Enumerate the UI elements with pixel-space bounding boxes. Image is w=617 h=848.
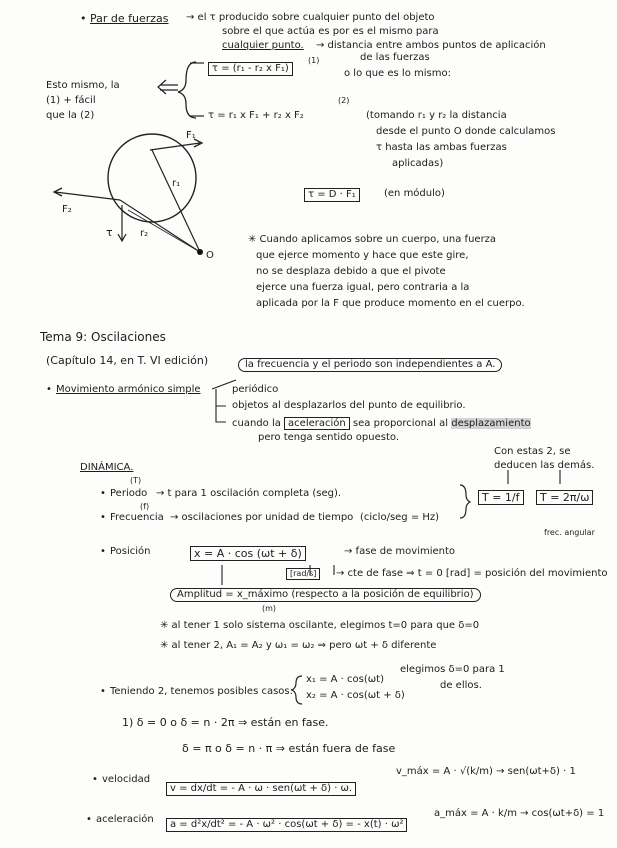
- ma-label: Movimiento armónico simple: [56, 384, 201, 395]
- posicion-label: Posición: [110, 546, 151, 557]
- eq2-comment-3: τ hasta las ambas fuerzas: [376, 142, 507, 153]
- velocidad-label: velocidad: [102, 774, 151, 785]
- side-note-2: deducen las demás.: [494, 460, 595, 471]
- freq-sym: (f): [140, 502, 150, 511]
- freq-text: → oscilaciones por unidad de tiempo: [170, 512, 354, 523]
- freq-ang: frec. angular: [544, 528, 595, 537]
- tema-subtitle: (Capítulo 14, en T. VI edición): [46, 354, 209, 367]
- label-O: O: [206, 250, 214, 261]
- label-r2: r₂: [140, 228, 149, 239]
- ma-item-3: pero tenga sentido opuesto.: [258, 432, 400, 443]
- ma-item-2-mid: sea proporcional al: [352, 418, 449, 429]
- dinamica-title: DINÁMICA.: [80, 462, 134, 473]
- par-line3b: → distancia entre ambos puntos de aplicación: [316, 40, 546, 51]
- acel-bullet: •: [86, 814, 92, 825]
- note-2: ✳ al tener 2, A₁ = A₂ y ω₁ = ω₂ ⇒ pero ωt + δ diferente: [160, 640, 437, 651]
- amplitud: Amplitud = x_máximo (respecto a la posición de equilibrio): [170, 588, 481, 602]
- sys-2: x₂ = A · cos(ωt + δ): [306, 690, 405, 701]
- double-arrow: [158, 80, 178, 94]
- label-F1: F₁: [186, 130, 196, 141]
- periodo-bullet: •: [100, 488, 106, 499]
- eq3-comment: (en módulo): [384, 188, 445, 199]
- eq2-tag: (2): [338, 96, 350, 105]
- tau-arrow: [118, 205, 126, 241]
- eq1-comment: o lo que es lo mismo:: [344, 68, 451, 79]
- brace-T: [460, 485, 470, 518]
- note-para-5: aplicada por la F que produce momento en el cuerpo.: [256, 298, 525, 309]
- periodo-text: → t para 1 oscilación completa (seg).: [156, 488, 342, 499]
- par-title: Par de fuerzas: [90, 12, 169, 25]
- amax: a_máx = A · k/m → cos(ωt+δ) = 1: [434, 808, 605, 819]
- periodo-label: Periodo: [110, 488, 148, 499]
- note-para-1: ✳ Cuando aplicamos sobre un cuerpo, una fuerza: [248, 234, 497, 245]
- acel-eq: a = d²x/dt² = - A · ω² · cos(ωt + δ) = - x(t) · ω²: [166, 818, 407, 832]
- note-1: ✳ al tener 1 solo sistema oscilante, elegimos t=0 para que δ=0: [160, 620, 480, 631]
- eq1-tag: (1): [308, 56, 320, 65]
- pos-eq: x = A · cos (ωt + δ): [190, 546, 306, 561]
- freq-units: (ciclo/seg = Hz): [360, 512, 440, 523]
- arrow-item1: [216, 389, 226, 406]
- label-F2: F₂: [62, 204, 72, 215]
- side-note-1: Con estas 2, se: [494, 446, 571, 457]
- eq2-comment-2: desde el punto O donde calculamos: [376, 126, 556, 137]
- ma-item-2-hl1: aceleración: [284, 417, 350, 430]
- par-line1: → el τ producido sobre cualquier punto del objeto: [186, 12, 435, 23]
- note-2b-1: elegimos δ=0 para 1: [400, 664, 505, 675]
- tema-title: Tema 9: Oscilaciones: [40, 330, 166, 344]
- teniendo: Teniendo 2, tenemos posibles casos:: [110, 686, 293, 697]
- note-para-2: que ejerce momento y hace que este gire,: [256, 250, 469, 261]
- pos-bullet: •: [100, 546, 106, 557]
- freq-bullet: •: [100, 512, 106, 523]
- ma-item-2-hl2: desplazamiento: [451, 418, 531, 429]
- par-line3a: cualquier punto.: [222, 40, 304, 51]
- vel-bullet: •: [92, 774, 98, 785]
- note-2b-2: de ellos.: [440, 680, 482, 691]
- freq-label: Frecuencia: [110, 512, 164, 523]
- par-bullet: •: [80, 12, 87, 25]
- ma-main: la frecuencia y el periodo son independientes a A.: [238, 358, 502, 372]
- eq2-comment-1: (tomando r₁ y r₂ la distancia: [366, 110, 507, 121]
- T-eq: T = 1/f: [478, 490, 524, 505]
- note-para-4: ejerce una fuerza igual, pero contraria a la: [256, 282, 470, 293]
- eq1: τ = (r₁ - r₂ x F₁): [208, 62, 293, 76]
- pivot-point: [197, 249, 203, 255]
- vmax: v_máx = A · √(k/m) → sen(ωt+δ) · 1: [396, 766, 576, 777]
- amplitud-unit: (m): [262, 604, 277, 613]
- pos-fase: → fase de movimiento: [344, 546, 456, 557]
- caso-1: 1) δ = 0 o δ = n · 2π ⇒ están en fase.: [122, 716, 329, 729]
- circle-body: [108, 134, 196, 222]
- note-left-2: (1) + fácil: [46, 95, 96, 106]
- vel-eq: v = dx/dt = - A · ω · sen(ωt + δ) · ω.: [166, 782, 356, 796]
- note-para-3: no se desplaza debido a que el pivote: [256, 266, 446, 277]
- lever-line: [128, 210, 200, 252]
- note-left-3: que la (2): [46, 110, 95, 121]
- sys-1: x₁ = A · cos(ωt): [306, 674, 384, 685]
- par-line2: sobre el que actúa es por es el mismo para: [222, 26, 439, 37]
- label-r1: r₁: [172, 178, 181, 189]
- ma-item-1: objetos al desplazarlos del punto de equilibrio.: [232, 400, 466, 411]
- eq2: τ = r₁ x F₁ + r₂ x F₂: [208, 110, 304, 121]
- periodo-sym: (T): [130, 476, 142, 485]
- arrow-item2: [216, 406, 226, 422]
- pos-cte: → cte de fase ⇒ t = 0 [rad] = posición del movimiento: [336, 568, 608, 579]
- eq3: τ = D · F₁: [304, 188, 360, 202]
- pos-rad: [rad/s]: [286, 568, 320, 580]
- label-tau: τ: [106, 226, 113, 239]
- aceleracion-label: aceleración: [96, 814, 154, 825]
- caso-2: δ = π o δ = n · π ⇒ están fuera de fase: [182, 742, 396, 755]
- brace-eq: [178, 62, 196, 118]
- torque-figure: [54, 134, 203, 255]
- T-eq2: T = 2π/ω: [536, 490, 593, 505]
- brace-sys: [292, 676, 302, 704]
- ma-item-2: [232, 418, 531, 430]
- ma-item-2-prefix: cuando la: [232, 418, 281, 429]
- par-line4: de las fuerzas: [360, 52, 430, 63]
- ma-bullet: •: [46, 384, 52, 395]
- note-left-1: Esto mismo, la: [46, 80, 120, 91]
- ma-item-0: periódico: [232, 384, 279, 395]
- teniendo-bullet: •: [100, 686, 106, 697]
- eq2-comment-4: aplicadas): [392, 158, 444, 169]
